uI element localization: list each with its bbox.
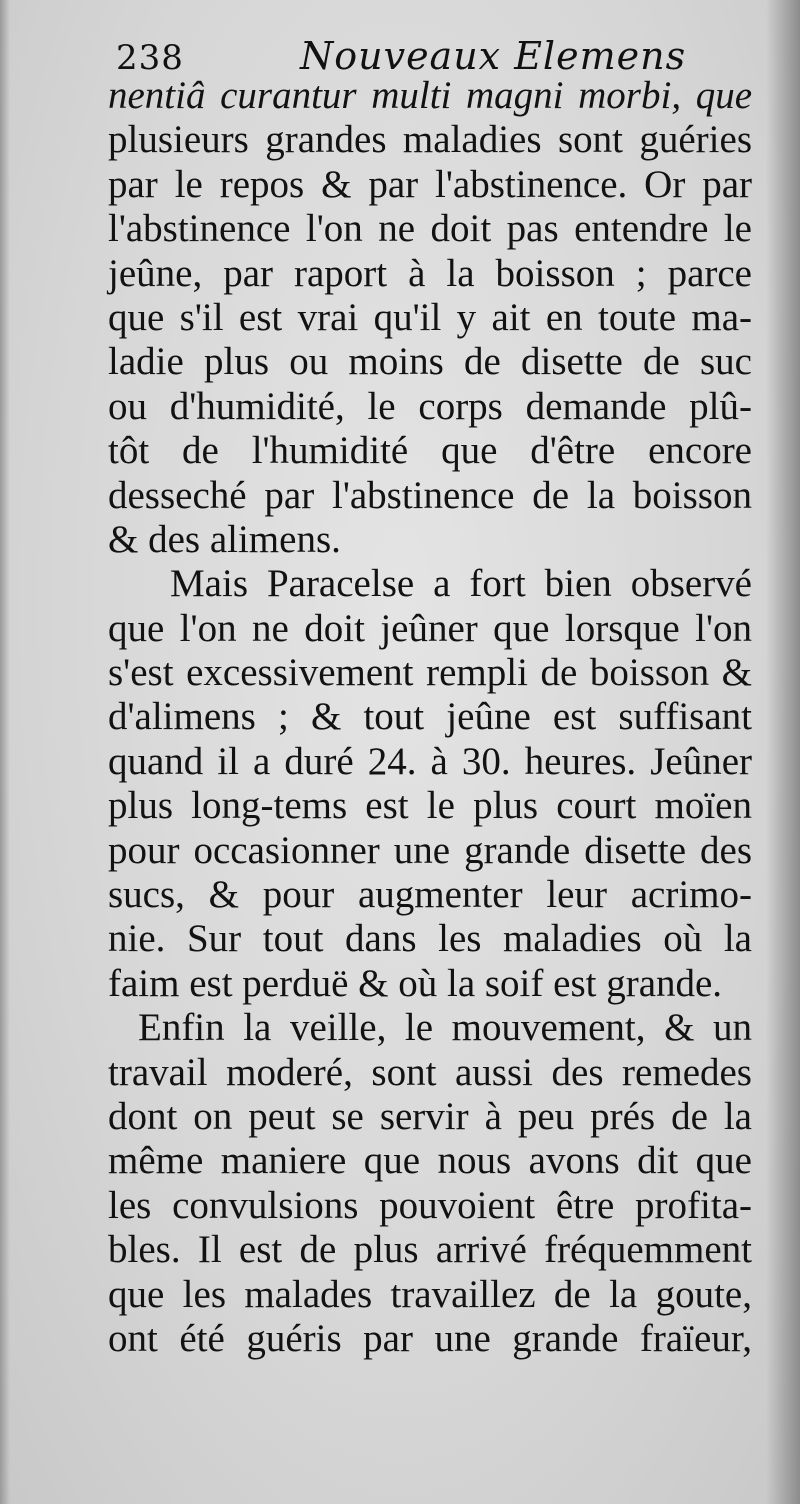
- page-left-edge-shadow: [0, 0, 10, 1504]
- running-title: Nouveaux Elemens: [300, 34, 687, 78]
- paragraph-start-line: Enfin la veille, le mouvement, & un: [138, 1006, 752, 1050]
- text-line: pour occasionner une grande disette des: [108, 828, 752, 872]
- text-line: d'alimens ; & tout jeûne est suffisant: [108, 695, 752, 739]
- body-text: [108, 74, 752, 1361]
- text-line: jeûne, par raport à la boisson ; parce: [108, 251, 752, 295]
- text-line: ont été guéris par une grande fraïeur,: [108, 1316, 752, 1360]
- text-line: que les malades travaillez de la goute,: [108, 1272, 752, 1316]
- text-line: bles. Il est de plus arrivé fréquemment: [108, 1228, 752, 1272]
- text-line: l'abstinence l'on ne doit pas entendre le: [108, 207, 752, 251]
- text-line: ladie plus ou moins de disette de suc: [108, 340, 752, 384]
- page-right-edge-shadow: [766, 0, 800, 1504]
- text-line: sucs, & pour augmenter leur acrimo-: [108, 873, 752, 917]
- text-line: tôt de l'humidité que d'être encore: [108, 429, 752, 473]
- text-line: nentiâ curantur multi magni morbi, que: [108, 74, 752, 117]
- text-line: que l'on ne doit jeûner que lorsque l'on: [108, 606, 752, 650]
- text-line: s'est excessivement rempli de boisson &: [108, 651, 752, 695]
- paragraph-start-line: Mais Paracelse a fort bien observé: [170, 562, 752, 606]
- text-line: par le repos & par l'abstinence. Or par: [108, 162, 752, 206]
- text-line: dont on peut se servir à peu prés de la: [108, 1094, 752, 1138]
- text-line: plus long-tems est le plus court moïen: [108, 784, 752, 828]
- text-line: quand il a duré 24. à 30. heures. Jeûner: [108, 739, 752, 783]
- page-number: 238: [116, 38, 184, 78]
- text-line: faim est perduë & où la soif est grande.: [108, 961, 723, 1005]
- text-line: desseché par l'abstinence de la boisson: [108, 473, 752, 517]
- text-line: même maniere que nous avons dit que: [108, 1139, 752, 1183]
- text-line: & des alimens.: [108, 517, 341, 561]
- text-line: nie. Sur tout dans les maladies où la: [108, 917, 752, 961]
- text-line: ou d'humidité, le corps demande plû-: [108, 384, 752, 428]
- text-line: travail moderé, sont aussi des remedes: [108, 1050, 752, 1094]
- text-line: plusieurs grandes maladies sont guéries: [108, 118, 752, 162]
- text-line: que s'il est vrai qu'il y ait en toute ma-: [108, 295, 752, 339]
- text-line: les convulsions pouvoient être profita-: [108, 1183, 752, 1227]
